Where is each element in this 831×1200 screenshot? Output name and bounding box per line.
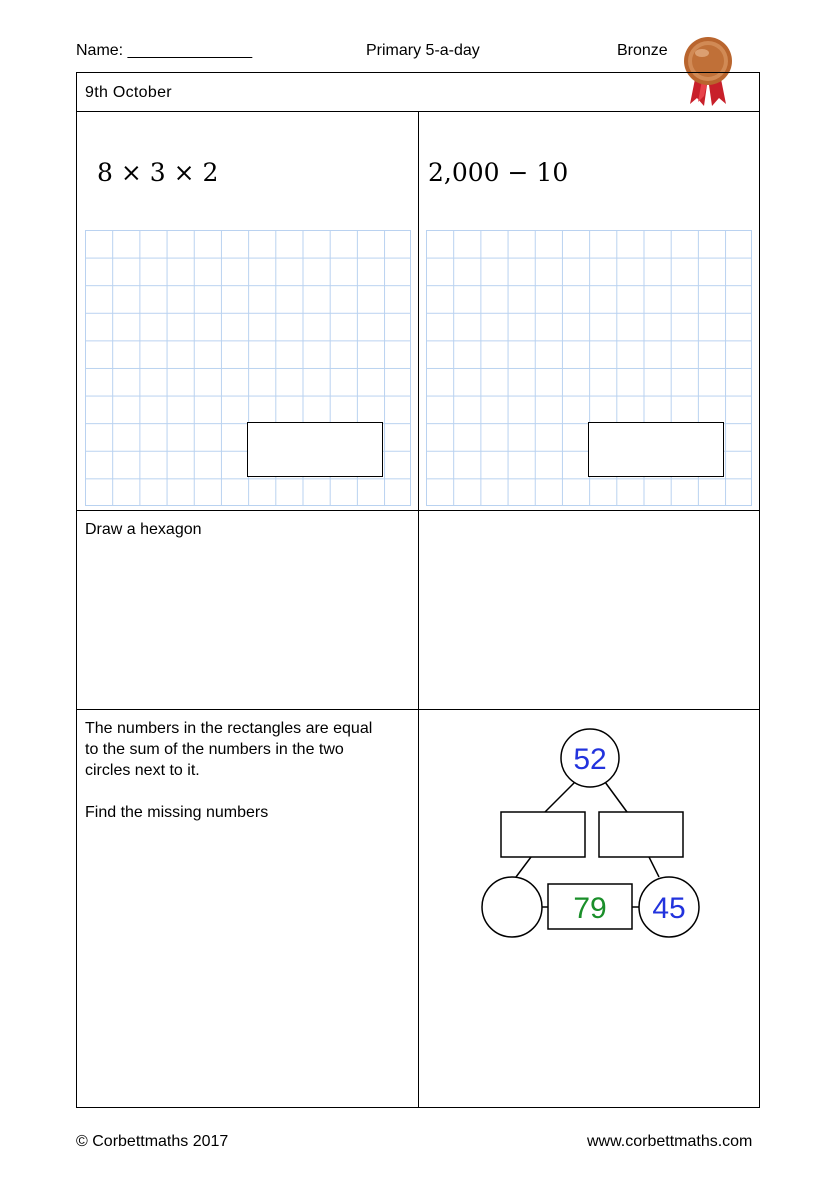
copyright-text: © Corbettmaths 2017 (76, 1133, 229, 1150)
website-url[interactable]: www.corbettmaths.com (587, 1133, 753, 1150)
q5-instruction: Find the missing numbers (85, 804, 269, 821)
q2-answer-box[interactable] (588, 422, 724, 477)
connector-line (605, 782, 627, 812)
worksheet-title: Primary 5-a-day (366, 42, 480, 59)
middle-right-rect[interactable] (599, 812, 683, 857)
q5-text-line: to the sum of the numbers in the two (85, 741, 344, 758)
connector-line (545, 782, 575, 812)
bottom-rect-value: 79 (573, 892, 607, 925)
worksheet-frame (76, 72, 760, 1108)
connector-line (649, 857, 659, 877)
number-pyramid-diagram (401, 712, 711, 952)
q4-blank-area (420, 512, 759, 708)
top-circle-value: 52 (573, 743, 607, 776)
q2-expression: 2,000 − 10 (428, 158, 569, 187)
bottom-left-circle[interactable] (482, 877, 542, 937)
q5-text (85, 718, 372, 823)
q3-drawing-area[interactable] (78, 533, 417, 707)
bottom-right-circle-value: 45 (652, 892, 686, 925)
q1-answer-box[interactable] (247, 422, 383, 477)
q5-text-line: The numbers in the rectangles are equal (85, 720, 373, 737)
q1-expression: 8 × 3 × 2 (97, 158, 219, 187)
date-label: 9th October (85, 84, 172, 101)
level-label: Bronze (617, 42, 668, 59)
q3-text: Draw a hexagon (85, 521, 202, 538)
column-divider (418, 111, 419, 1107)
name-field-label: Name: ______________ (76, 42, 253, 59)
middle-left-rect[interactable] (501, 812, 585, 857)
q5-text-line: circles next to it. (85, 762, 200, 779)
connector-line (516, 857, 531, 877)
